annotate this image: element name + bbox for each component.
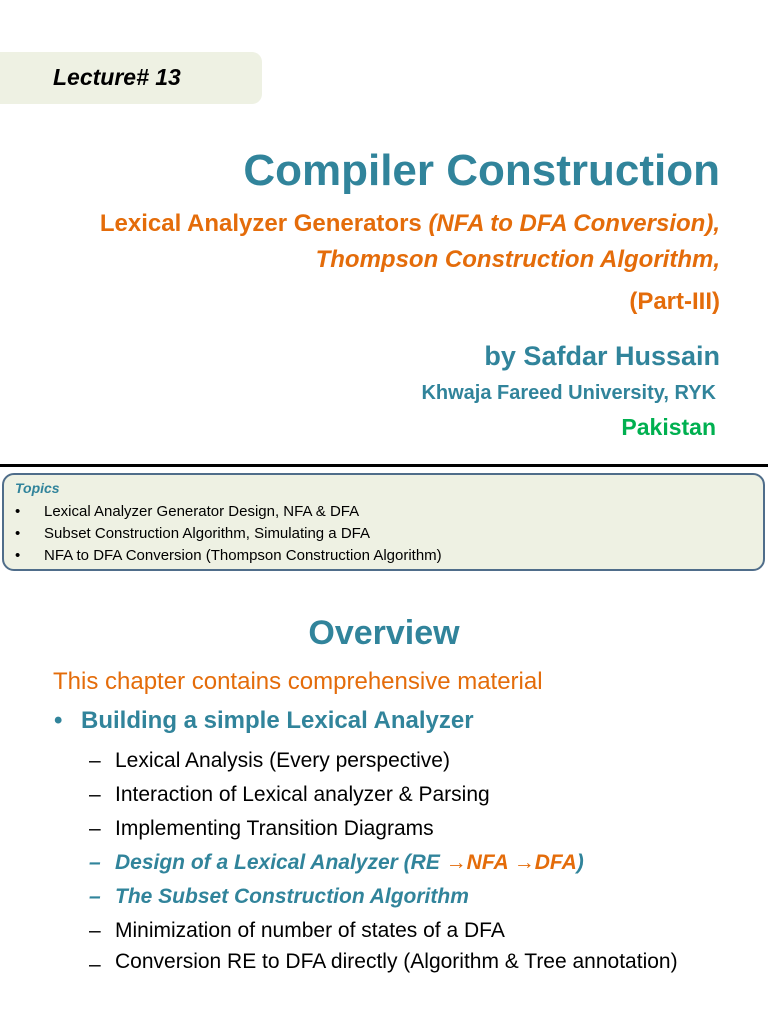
bullet-glyph: • <box>54 707 63 734</box>
list-item-text: Minimization of number of states of a DFA <box>115 919 505 942</box>
subtitle-italic: (NFA to DFA Conversion), <box>428 210 720 237</box>
list-item-text: Interaction of Lexical analyzer & Parsing <box>115 783 490 806</box>
dash-glyph: – <box>89 749 101 772</box>
list-item-text <box>115 846 715 880</box>
dash-glyph: – <box>89 851 101 874</box>
dash-glyph: – <box>89 783 101 806</box>
overview-title: Overview <box>308 614 460 652</box>
list-item <box>89 948 715 982</box>
bullet-glyph: • <box>15 547 21 564</box>
university-name: Khwaja Fareed University, RYK <box>421 382 716 404</box>
arrow-right-icon: → <box>445 851 467 874</box>
dash-glyph: – <box>89 885 101 908</box>
list-item-highlight <box>89 880 715 914</box>
list-item-text: Implementing Transition Diagrams <box>115 817 434 840</box>
nfa-text: NFA <box>466 851 514 874</box>
list-item <box>89 778 715 812</box>
list-item-highlight <box>89 846 715 880</box>
topic-text: Lexical Analyzer Generator Design, NFA & DFA <box>44 503 360 520</box>
overview-slide <box>0 580 768 1024</box>
list-item-text: Conversion RE to DFA directly (Algorithm & Tree annotation) <box>115 950 678 973</box>
overview-subitems <box>89 744 715 982</box>
dash-glyph: – <box>89 919 101 942</box>
topics-list <box>15 501 442 567</box>
overview-main-bullet <box>54 707 474 735</box>
bullet-glyph: • <box>15 525 21 542</box>
arrow-right-icon: → <box>513 851 535 874</box>
topics-item <box>15 545 442 567</box>
main-bullet-text: Building a simple Lexical Analyzer <box>81 707 474 734</box>
dfa-text: DFA <box>534 851 577 874</box>
lecture-tag <box>0 52 262 104</box>
topic-text: Subset Construction Algorithm, Simulating a DFA <box>44 525 370 542</box>
bullet-glyph: • <box>15 503 21 520</box>
list-item <box>89 812 715 846</box>
dash-glyph: – <box>89 953 101 976</box>
list-item-text: Lexical Analysis (Every perspective) <box>115 749 450 772</box>
topics-heading: Topics <box>15 480 60 496</box>
list-item <box>89 914 715 948</box>
close-paren-text: ) <box>576 851 584 874</box>
author-name: by Safdar Hussain <box>484 341 720 371</box>
subtitle-plain: Lexical Analyzer Generators <box>99 210 429 237</box>
topics-box <box>2 473 765 571</box>
subtitle-line-1 <box>100 210 720 238</box>
topics-item <box>15 523 442 545</box>
country-name: Pakistan <box>621 414 716 440</box>
topic-text: NFA to DFA Conversion (Thompson Construction Algorithm) <box>44 547 442 564</box>
list-item-text: The Subset Construction Algorithm <box>115 885 469 908</box>
list-item <box>89 744 715 778</box>
subtitle-italic-2: Thompson Construction Algorithm, <box>315 246 720 273</box>
topics-item <box>15 501 442 523</box>
subtitle-part: (Part-III) <box>629 288 720 315</box>
course-title: Compiler Construction <box>243 146 720 195</box>
title-slide <box>0 0 768 462</box>
dash-glyph: – <box>89 817 101 840</box>
subtitle-line-2 <box>316 246 720 274</box>
design-text: Design of a Lexical Analyzer (RE <box>115 851 446 874</box>
lecture-number: Lecture# 13 <box>53 64 181 90</box>
overview-intro: This chapter contains comprehensive material <box>53 668 543 695</box>
slide-divider <box>0 464 768 467</box>
